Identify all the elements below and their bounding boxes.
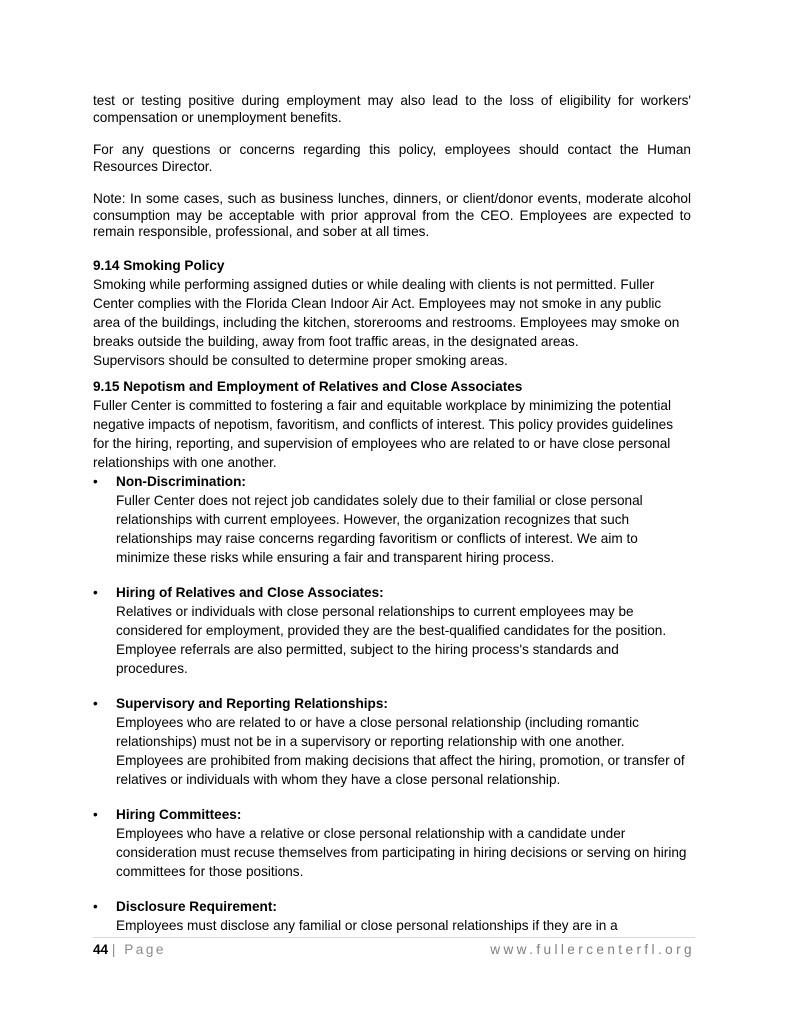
list-item-title: Non-Discrimination: xyxy=(116,473,246,489)
smoking-policy-section xyxy=(93,257,691,370)
list-item xyxy=(93,805,691,881)
nepotism-policy-heading: 9.15 Nepotism and Employment of Relatives and Close Associates xyxy=(93,378,523,394)
list-item xyxy=(93,472,691,567)
list-item-text: Fuller Center does not reject job candidates solely due to their familial or close personal relationships with current employees. However, the organization recognizes that such relationships may raise concerns regarding favoritism or conflicts of interest. We aim to minimize these risks while ensuring a fair and transparent hiring process. xyxy=(116,492,643,565)
smoking-policy-body: Smoking while performing assigned duties or while dealing with clients is not permitted. Fuller Center complies with the Florida Clean Indoor Air Act. Employees may not smoke in any public area of the buildings, including the kitchen, storerooms and restrooms. Employees may smoke on breaks outside the building, away from foot traffic areas, in the designated areas. xyxy=(93,276,680,349)
nepotism-policy-list xyxy=(93,472,691,935)
footer-website-url: www.fullercenterfl.org xyxy=(490,942,695,957)
paragraph-note: Note: In some cases, such as business lunches, dinners, or client/donor events, moderate alcohol consumption may be acceptable with prior approval from the CEO. Employees are expected to remain responsible, professional, and sober at all times. xyxy=(93,191,691,239)
bullet-icon: • xyxy=(93,806,98,822)
page-footer xyxy=(93,937,695,962)
nepotism-policy-intro: Fuller Center is committed to fostering a fair and equitable workplace by minimizing the potential negative impacts of nepotism, favoritism, and conflicts of interest. This policy provides guidelines for the hiring, reporting, and supervision of employees who are related to or have close personal relationships with one another. xyxy=(93,397,674,470)
list-item-title: Supervisory and Reporting Relationships: xyxy=(116,695,388,711)
list-item-title: Disclosure Requirement: xyxy=(116,898,277,914)
bullet-icon: • xyxy=(93,473,98,489)
bullet-icon: • xyxy=(93,695,98,711)
paragraph-questions: For any questions or concerns regarding this policy, employees should contact the Human Resources Director. xyxy=(93,142,691,174)
smoking-policy-body-2: Supervisors should be consulted to determine proper smoking areas. xyxy=(93,352,508,368)
paragraph-benefits: test or testing positive during employment may also lead to the loss of eligibility for workers' compensation or unemployment benefits. xyxy=(93,93,691,125)
bullet-icon: • xyxy=(93,584,98,600)
bullet-icon: • xyxy=(93,898,98,914)
page-label: | Page xyxy=(111,942,166,957)
list-item xyxy=(93,583,691,678)
list-item xyxy=(93,897,691,935)
list-item-text: Employees who are related to or have a close personal relationship (including romantic relationships) must not be in a supervisory or reporting relationship with one another. Employees are prohibited from making decisions that affect the hiring, promotion, or transfer of relatives or individuals with whom they have a close personal relationship. xyxy=(116,714,685,787)
page-number-value: 44 xyxy=(93,942,109,957)
list-item-text: Employees must disclose any familial or close personal relationships if they are in a xyxy=(116,917,618,933)
list-item-text: Relatives or individuals with close personal relationships to current employees may be considered for employment, provided they are the best-qualified candidates for the position. Employee referrals are also permitted, subject to the hiring process's standards and procedures. xyxy=(116,603,667,676)
list-item-text: Employees who have a relative or close personal relationship with a candidate under consideration must recuse themselves from participating in hiring decisions or serving on hiring committees for those positions. xyxy=(116,825,687,879)
list-item-title: Hiring of Relatives and Close Associates: xyxy=(116,584,384,600)
list-item-title: Hiring Committees: xyxy=(116,806,242,822)
smoking-policy-heading: 9.14 Smoking Policy xyxy=(93,257,225,273)
nepotism-policy-section xyxy=(93,378,691,935)
document-page xyxy=(93,93,691,935)
page-number xyxy=(93,942,166,957)
list-item xyxy=(93,694,691,789)
